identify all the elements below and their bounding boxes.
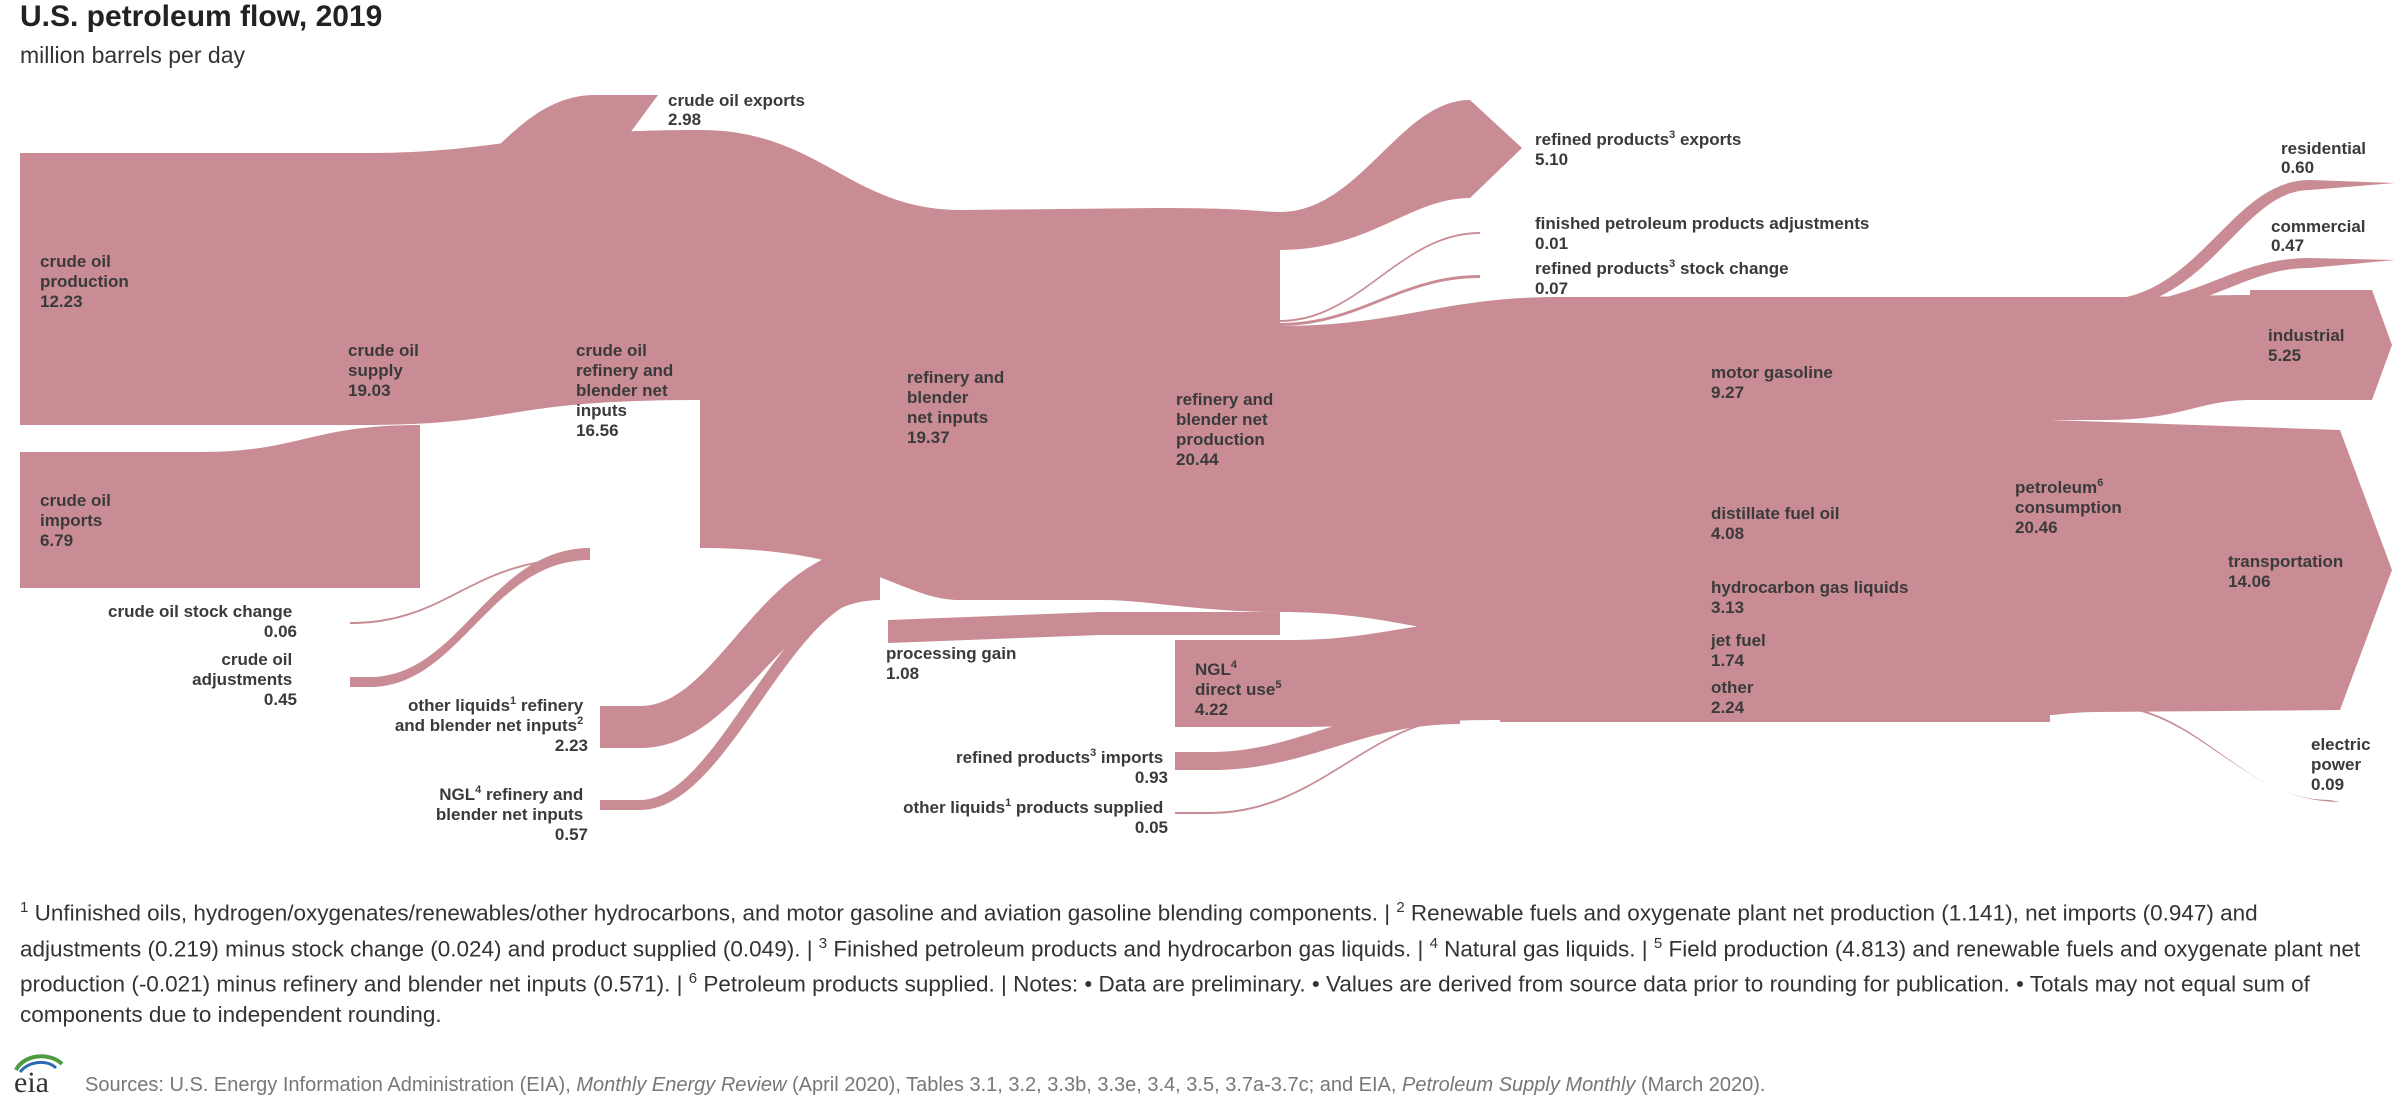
label-commercial: commercial 0.47 — [2271, 217, 2366, 255]
label-crude-oil-adjustments: crude oil adjustments 0.45 — [192, 650, 297, 709]
flow-industrial — [2050, 290, 2392, 420]
label-other-liquids-inputs: other liquids$^1$ refinery and blender net inputs$^2$ 2.23 — [394, 695, 588, 755]
label-refined-products-imports: refined products$^3$ imports 0.93 — [955, 747, 1168, 787]
label-refined-products-stock-change: refined products$^3$ stock change 0.07 — [1535, 258, 1789, 298]
label-crude-oil-imports: crude oil imports 6.79 — [40, 491, 111, 550]
flow-products-consumption — [1500, 620, 2050, 722]
label-industrial: industrial 5.25 — [2268, 326, 2345, 365]
label-crude-oil-supply: crude oil supply 19.03 — [348, 341, 419, 400]
sources: Sources: U.S. Energy Information Administration (EIA), Monthly Energy Review (April 2020), Tables 3.1, 3.2, 3.3b, 3.3e, 3.4, 3.5, 3.7a-3.7c; and EIA, Petroleum Supply Monthly (March 2020). — [85, 1074, 1766, 1096]
chart-subtitle: million barrels per day — [20, 42, 245, 68]
label-ngl-direct-use: NGL$^4$ direct use$^5$ 4.22 — [1195, 659, 1282, 719]
label-hydrocarbon-gas-liquids: hydrocarbon gas liquids 3.13 — [1711, 578, 1909, 617]
svg-text:eia: eia — [14, 1066, 49, 1098]
label-refinery-net-inputs: refinery and blender net inputs 19.37 — [907, 368, 1005, 447]
label-crude-oil-production: crude oil production 12.23 — [40, 252, 129, 311]
flow-electric-power — [2100, 704, 2340, 802]
label-refinery-net-production: refinery and blender net production 20.44 — [1176, 390, 1274, 469]
label-finished-products-adjustments: finished petroleum products adjustments 0.01 — [1535, 214, 1870, 253]
label-electric-power: electric power 0.09 — [2311, 735, 2371, 794]
label-residential: residential 0.60 — [2281, 139, 2367, 177]
label-ngl-inputs: NGL$^4$ refinery and blender net inputs 0.57 — [435, 784, 588, 844]
label-transportation: transportation 14.06 — [2228, 552, 2344, 591]
label-crude-oil-refinery-inputs: crude oil refinery and blender net inputs 16.56 — [576, 341, 674, 440]
label-petroleum-consumption: petroleum$^6$ consumption 20.46 — [2015, 477, 2122, 537]
label-motor-gasoline: motor gasoline 9.27 — [1711, 363, 1833, 402]
label-distillate-fuel-oil: distillate fuel oil 4.08 — [1711, 504, 1840, 543]
label-crude-oil-exports: crude oil exports 2.98 — [668, 91, 805, 129]
flow-refined-exports — [1280, 100, 1522, 250]
label-jet-fuel: jet fuel 1.74 — [1711, 631, 1766, 670]
flow-production-products — [1280, 297, 2050, 648]
label-processing-gain: processing gain 1.08 — [886, 644, 1017, 683]
label-other: other 2.24 — [1711, 678, 1754, 717]
label-crude-oil-stock-change: crude oil stock change 0.06 — [108, 602, 297, 641]
chart-title: U.S. petroleum flow, 2019 — [20, 0, 383, 33]
eia-logo-icon — [10, 1050, 70, 1098]
footnotes: $^1$ Unfinished oils, hydrogen/oxygenates/renewables/other hydrocarbons, and motor gasoline and aviation gasoline blending components. | $^2$ Renewable fuels and oxygenate plant net production (1.141), net imports (0.947) and adjustments (0.219) minus stock change (0.024) and product supplied (0.049). | $^3$ Finished petroleum products and hydrocarbon gas liquids. | $^4$ Natural gas liquids. | $^5$ Field production (4.813) and renewable fuels and oxygenate plant net production (-0.021) minus refinery and blender net inputs (0.571). | $^6$ Petroleum products supplied. | Notes: • Data are preliminary. • Values are derived from source data prior to rounding for publication. • Totals may not equal sum of components due to independent rounding. — [20, 899, 2361, 1027]
flow-ngl-inputs — [600, 585, 880, 810]
flow-processing-gain — [888, 612, 1280, 643]
label-other-liquids-supplied: other liquids$^1$ products supplied 0.05 — [903, 797, 1168, 837]
label-refined-products-exports: refined products$^3$ exports 5.10 — [1535, 129, 1742, 169]
